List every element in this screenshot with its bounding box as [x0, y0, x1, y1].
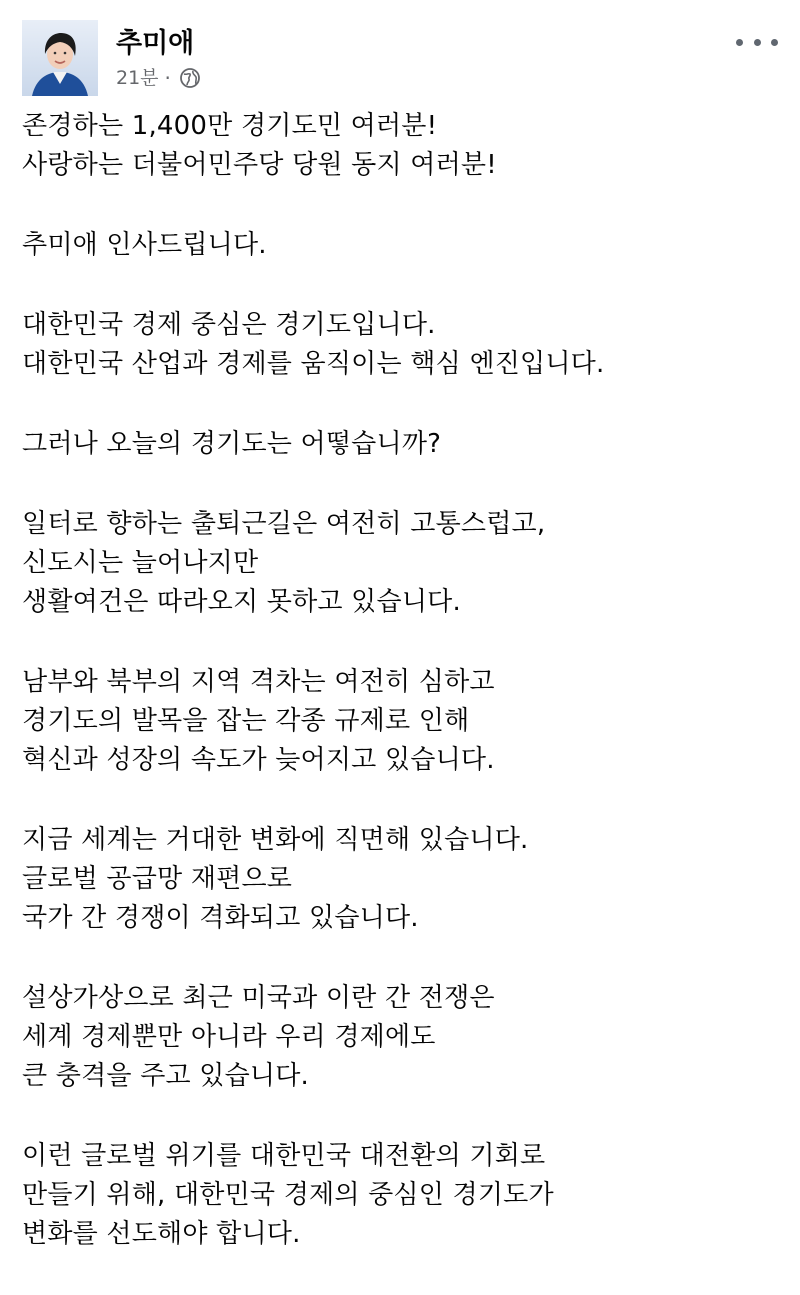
- post-paragraph: [22, 226, 780, 265]
- post-subline: [116, 66, 201, 90]
- post-line: 혁신과 성장의 속도가 늦어지고 있습니다.: [22, 745, 495, 775]
- post-line: 지금 세계는 거대한 변화에 직면해 있습니다.: [22, 825, 529, 855]
- post-line: 대한민국 경제 중심은 경기도입니다.: [22, 310, 436, 340]
- more-horizontal-icon-dot: [736, 39, 743, 46]
- post-paragraph: [22, 979, 780, 1096]
- author-name[interactable]: 추미애: [116, 28, 195, 59]
- post-paragraph: [22, 821, 780, 938]
- post-paragraph: [22, 663, 780, 780]
- post-paragraph: [22, 425, 780, 464]
- post-line: 큰 충격을 주고 있습니다.: [22, 1061, 310, 1091]
- post-line: 존경하는 1,400만 경기도민 여러분!: [22, 111, 438, 141]
- post-line: 신도시는 늘어나지만: [22, 548, 259, 578]
- post-body: [22, 107, 780, 1295]
- post-line: 세계 경제뿐만 아니라 우리 경제에도: [22, 1022, 436, 1052]
- post-line: 만들기 위해, 대한민국 경제의 중심인 경기도가: [22, 1180, 554, 1210]
- post-timestamp[interactable]: 21분: [116, 67, 159, 89]
- globe-icon[interactable]: [179, 67, 201, 89]
- post-line: 사랑하는 더불어민주당 당원 동지 여러분!: [22, 150, 497, 180]
- more-options-button[interactable]: [736, 30, 778, 54]
- post-line: 그러나 오늘의 경기도는 어떻습니까?: [22, 429, 442, 459]
- post-line: 대한민국 산업과 경제를 움직이는 핵심 엔진입니다.: [22, 349, 605, 379]
- post-line: 글로벌 공급망 재편으로: [22, 864, 293, 894]
- post-paragraph: [22, 107, 780, 185]
- post-line: 국가 간 경쟁이 격화되고 있습니다.: [22, 903, 419, 933]
- post-line: 경기도의 발목을 잡는 각종 규제로 인해: [22, 706, 470, 736]
- post-line: 추미애 인사드립니다.: [22, 230, 267, 260]
- post-line: 생활여건은 따라오지 못하고 있습니다.: [22, 587, 461, 617]
- post-paragraph: [22, 306, 780, 384]
- post-line: 설상가상으로 최근 미국과 이란 간 전쟁은: [22, 983, 495, 1013]
- post-line: 변화를 선도해야 합니다.: [22, 1219, 301, 1249]
- post-line: 이런 글로벌 위기를 대한민국 대전환의 기회로: [22, 1141, 546, 1171]
- post-line: 남부와 북부의 지역 격차는 여전히 심하고: [22, 667, 495, 697]
- avatar[interactable]: [22, 20, 98, 96]
- more-horizontal-icon-dot: [754, 39, 761, 46]
- post-paragraph: [22, 505, 780, 622]
- post-paragraph: [22, 1137, 780, 1254]
- post-meta: [116, 20, 201, 90]
- post-header: [22, 20, 778, 100]
- post-line: 일터로 향하는 출퇴근길은 여전히 고통스럽고,: [22, 509, 546, 539]
- profile-photo: [22, 20, 98, 96]
- separator-dot: ·: [164, 66, 171, 90]
- more-horizontal-icon-dot: [771, 39, 778, 46]
